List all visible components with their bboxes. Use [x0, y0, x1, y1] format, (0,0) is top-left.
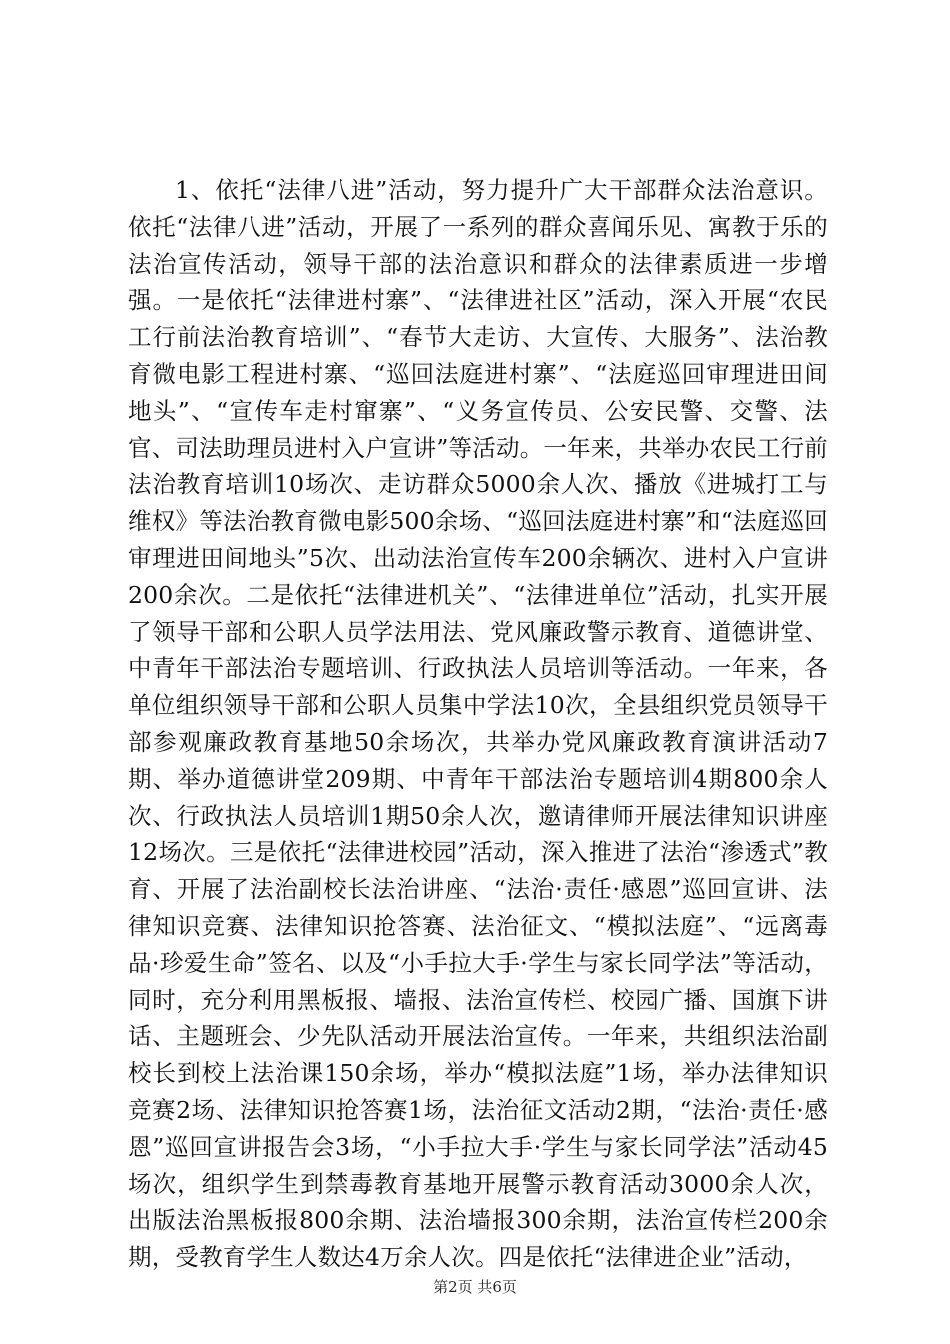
body-paragraph: 1、依托“法律八进”活动，努力提升广大干部群众法治意识。依托“法律八进”活动，开展了一系列的群众喜闻乐见、寓教于乐的法治宣传活动，领导干部的法治意识和群众的法律素质进一步增强。一是依托“法律进村寨”、“法律进社区”活动，深入开展“农民工行前法治教育培训”、“春节大走访、大宣传、大服务”、法治教育微电影工程进村寨、“巡回法庭进村寨”、“法庭巡回审理进田间地头”、“宣传车走村窜寨”、“义务宣传员、公安民警、交警、法官、司法助理员进村入户宣讲”等活动。一年来，共举办农民工行前法治教育培训10场次、走访群众5000余人次、播放《进城打工与维权》等法治教育微电影500余场、“巡回法庭进村寨”和“法庭巡回审理进田间地头”5次、出动法治宣传车200余辆次、进村入户宣讲200余次。二是依托“法律进机关”、“法律进单位”活动，扎实开展了领导干部和公职人员学法用法、党风廉政警示教育、道德讲堂、中青年干部法治专题培训、行政执法人员培训等活动。一年来，各单位组织领导干部和公职人员集中学法10次，全县组织党员领导干部参观廉政教育基地50余场次，共举办党风廉政教育演讲活动7期、举办道德讲堂209期、中青年干部法治专题培训4期800余人次、行政执法人员培训1期50余人次，邀请律师开展法律知识讲座12场次。三是依托“法律进校园”活动，深入推进了法治“渗透式”教育、开展了法治副校长法治讲座、“法治·责任·感恩”巡回宣讲、法律知识竞赛、法律知识抢答赛、法治征文、“模拟法庭”、“远离毒品·珍爱生命”签名、以及“小手拉大手·学生与家长同学法”等活动，同时，充分利用黑板报、墙报、法治宣传栏、校园广播、国旗下讲话、主题班会、少先队活动开展法治宣传。一年来，共组织法治副校长到校上法治课150余场，举办“模拟法庭”1场，举办法律知识竞赛2场、法律知识抢答赛1场，法治征文活动2期，“法治·责任·感恩”巡回宣讲报告会3场，“小手拉大手·学生与家长同学法”活动45场次，组织学生到禁毒教育基地开展警示教育活动3000余人次，出版法治黑板报800余期、法治墙报300余期，法治宣传栏200余期，受教育学生人数达4万余人次。四是依托“法律进企业”活动，	[128, 176, 828, 1272]
page-footer: 第2页 共6页	[433, 1278, 517, 1296]
